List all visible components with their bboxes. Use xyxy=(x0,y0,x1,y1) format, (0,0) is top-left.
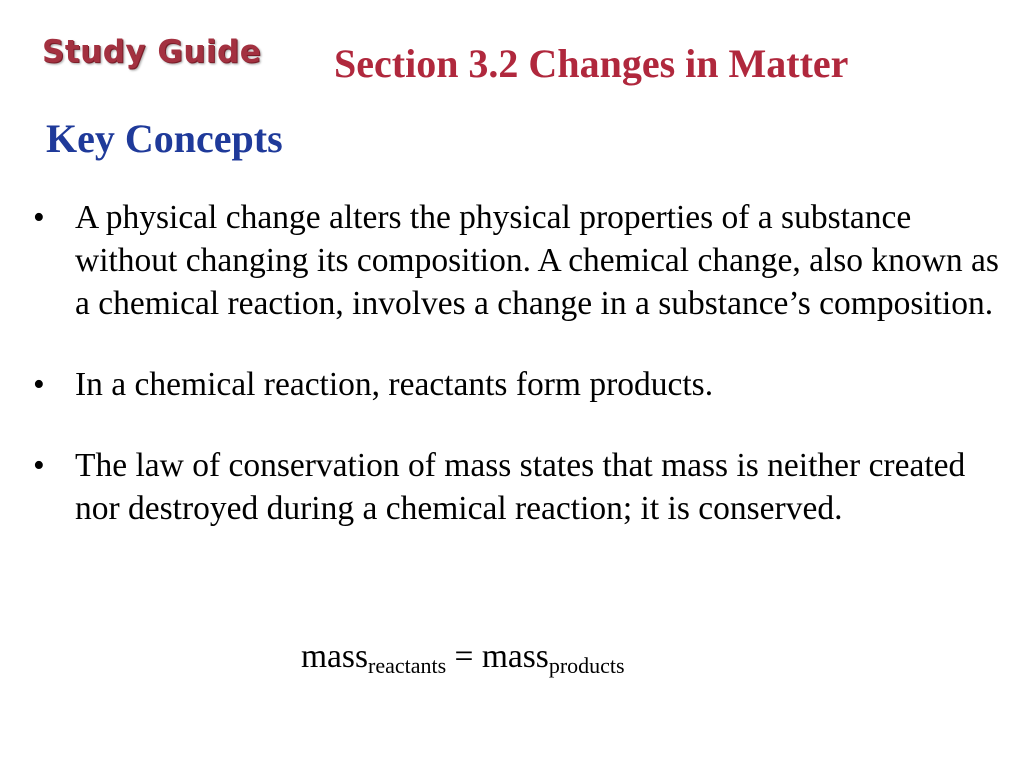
formula-operator: = xyxy=(446,638,482,675)
bullet-text: The law of conservation of mass states that mass is neither created nor destroyed during a chemical reaction; it is conserved. xyxy=(75,447,966,527)
section-title: Section 3.2 Changes in Matter xyxy=(334,41,849,86)
bullet-dot: • xyxy=(33,366,45,403)
formula-left-base: mass xyxy=(301,638,368,675)
bullet-dot: • xyxy=(33,447,45,484)
formula-right-base: mass xyxy=(481,638,549,675)
bullet-item xyxy=(0,363,1024,406)
study-guide-logo: Study Guide xyxy=(42,34,262,70)
bullet-text: In a chemical reaction, reactants form products. xyxy=(75,366,714,403)
formula-left-subscript: reactants xyxy=(368,653,447,678)
key-concepts-heading: Key Concepts xyxy=(46,116,283,161)
bullet-item xyxy=(0,196,1024,325)
key-concepts-list xyxy=(0,196,1024,568)
mass-conservation-formula xyxy=(301,638,625,679)
bullet-item xyxy=(0,444,1024,530)
bullet-text: A physical change alters the physical properties of a substance without changing its composition. A chemical change, also known as a chemical reaction, involves a change in a substance’s composition. xyxy=(75,199,999,322)
bullet-dot: • xyxy=(33,199,45,236)
formula-right-subscript: products xyxy=(548,653,625,678)
